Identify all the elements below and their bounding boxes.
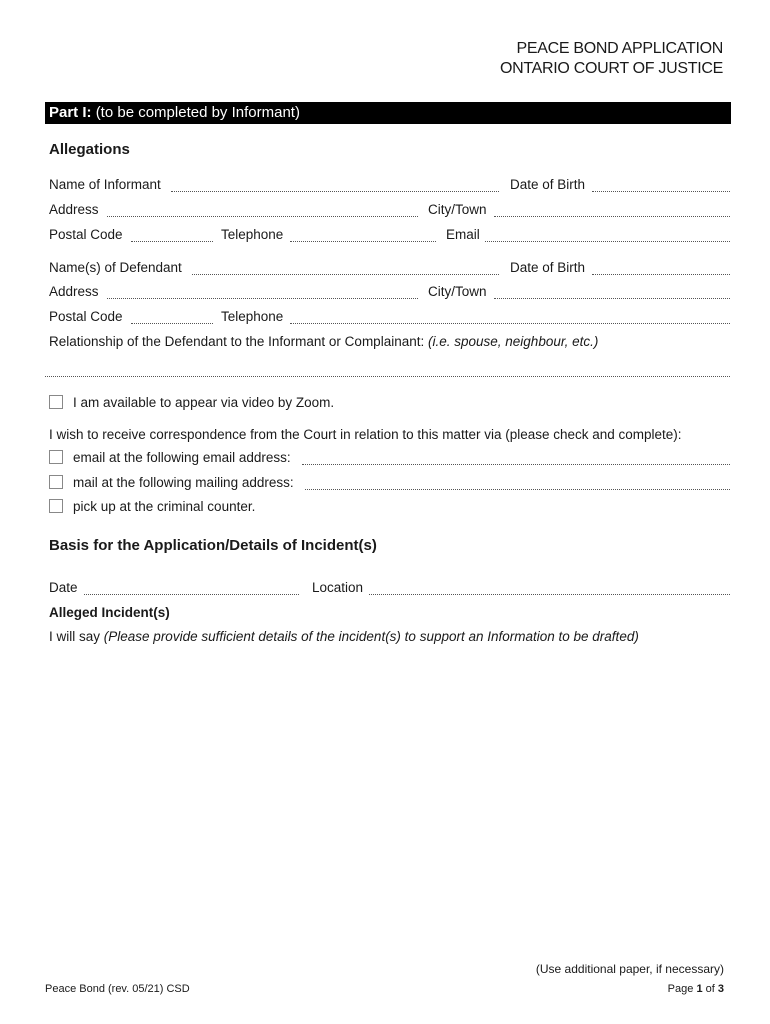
defendant-city-field[interactable] (494, 298, 730, 299)
will-say-hint: (Please provide sufficient details of the incident(s) to support an Information to be drafted) (103, 629, 639, 644)
informant-city-field[interactable] (494, 216, 730, 217)
incident-location-field[interactable] (369, 594, 730, 595)
form-title: PEACE BOND APPLICATION (516, 40, 723, 57)
page-indicator (668, 983, 724, 995)
informant-city-label: City/Town (428, 202, 487, 217)
zoom-option-label: I am available to appear via video by Zoom. (73, 395, 335, 410)
informant-name-field[interactable] (171, 191, 499, 192)
basis-heading: Basis for the Application/Details of Incident(s) (49, 537, 377, 554)
court-name: ONTARIO COURT OF JUSTICE (499, 60, 723, 77)
part-banner (45, 102, 731, 124)
correspondence-intro: I wish to receive correspondence from the Court in relation to this matter via (please check and complete): (49, 427, 682, 442)
informant-postal-label: Postal Code (49, 227, 123, 242)
email-address-field[interactable] (302, 464, 730, 465)
incident-date-field[interactable] (84, 594, 299, 595)
relationship-label: Relationship of the Defendant to the Informant or Complainant: (49, 334, 425, 349)
email-checkbox[interactable] (49, 450, 63, 464)
incident-details-area[interactable] (45, 650, 730, 950)
mail-option-label: mail at the following mailing address: (73, 475, 294, 490)
zoom-checkbox[interactable] (49, 395, 63, 409)
relationship-field[interactable] (45, 376, 730, 377)
relationship-prompt (49, 334, 598, 349)
part-note: (to be completed by Informant) (95, 104, 300, 121)
informant-address-field[interactable] (107, 216, 418, 217)
informant-dob-label: Date of Birth (510, 177, 586, 192)
allegations-heading: Allegations (49, 141, 130, 158)
pickup-option-label: pick up at the criminal counter. (73, 499, 256, 514)
will-say-prompt (49, 629, 639, 644)
defendant-dob-field[interactable] (592, 274, 730, 275)
additional-paper-note: (Use additional paper, if necessary) (535, 962, 724, 976)
pickup-checkbox[interactable] (49, 499, 63, 513)
defendant-telephone-field[interactable] (290, 323, 730, 324)
defendant-name-field[interactable] (192, 274, 499, 275)
of-word: of (705, 983, 715, 995)
page-total: 3 (717, 983, 724, 995)
defendant-name-label: Name(s) of Defendant (49, 260, 182, 275)
defendant-postal-field[interactable] (131, 323, 213, 324)
defendant-postal-label: Postal Code (49, 309, 123, 324)
defendant-address-field[interactable] (107, 298, 418, 299)
relationship-hint: (i.e. spouse, neighbour, etc.) (428, 334, 599, 349)
part-label: Part I: (49, 104, 92, 121)
informant-email-label: Email (446, 227, 480, 242)
defendant-city-label: City/Town (428, 284, 487, 299)
informant-name-label: Name of Informant (49, 177, 161, 192)
incident-location-label: Location (312, 580, 364, 595)
defendant-address-label: Address (49, 284, 99, 299)
informant-postal-field[interactable] (131, 241, 213, 242)
mail-checkbox[interactable] (49, 475, 63, 489)
defendant-dob-label: Date of Birth (510, 260, 586, 275)
page-word: Page (667, 983, 694, 995)
page-number: 1 (696, 983, 703, 995)
informant-telephone-label: Telephone (221, 227, 284, 242)
informant-address-label: Address (49, 202, 99, 217)
informant-email-field[interactable] (485, 241, 730, 242)
email-option-label: email at the following email address: (73, 450, 291, 465)
alleged-incidents-heading: Alleged Incident(s) (49, 605, 170, 620)
informant-dob-field[interactable] (592, 191, 730, 192)
defendant-telephone-label: Telephone (221, 309, 284, 324)
incident-date-label: Date (49, 580, 78, 595)
informant-telephone-field[interactable] (290, 241, 436, 242)
will-say-label: I will say (49, 629, 101, 644)
form-revision-id: Peace Bond (rev. 05/21) CSD (45, 983, 190, 995)
mailing-address-field[interactable] (305, 489, 730, 490)
